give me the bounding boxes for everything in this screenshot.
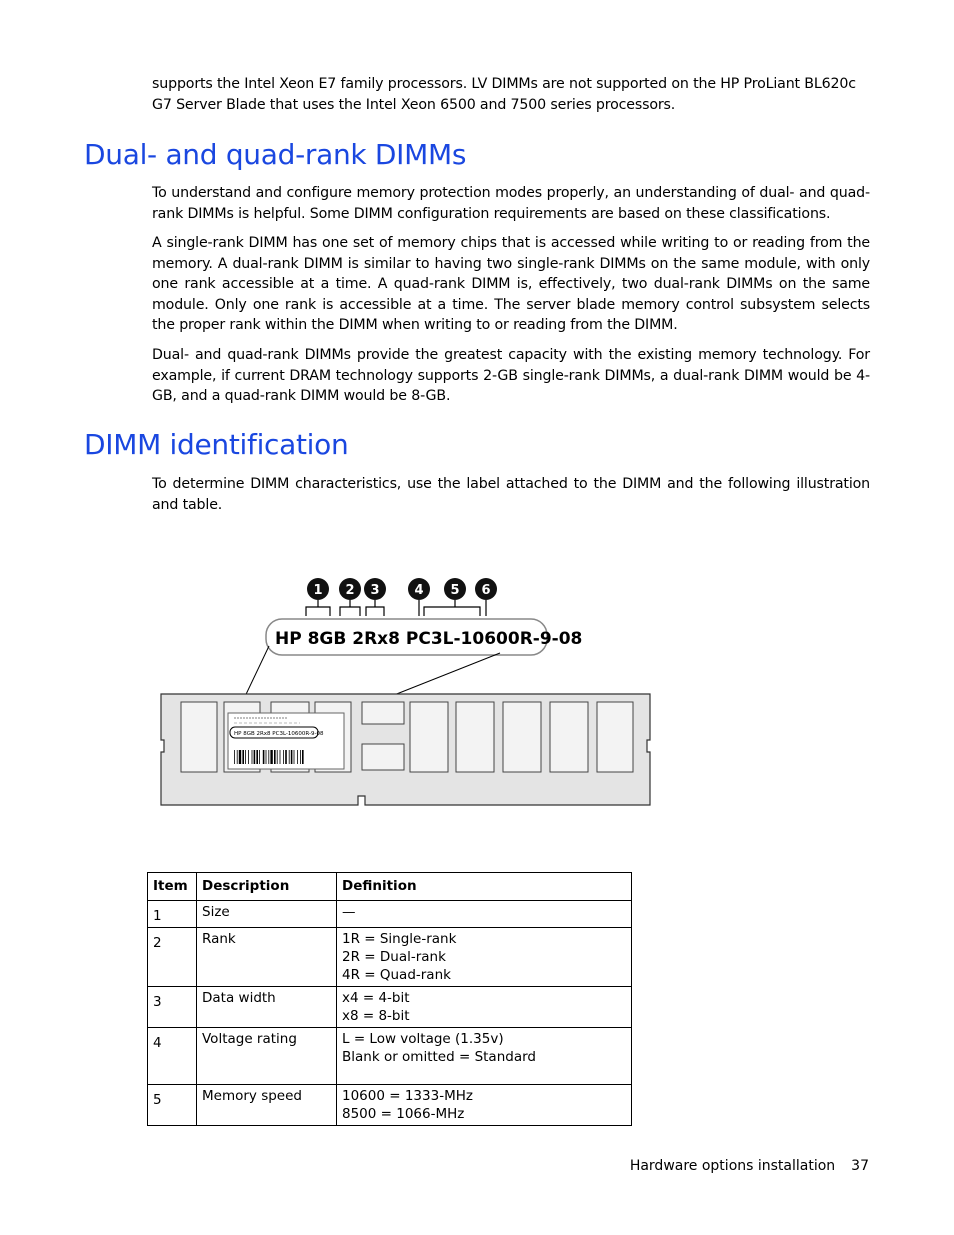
cell-description: Size [197,901,337,928]
definition-line: 4R = Quad-rank [342,967,451,983]
page-footer [630,1158,869,1174]
column-header-definition: Definition [337,873,632,901]
definition-line: x8 = 8-bit [342,1008,410,1024]
callout-markers [307,578,497,600]
svg-text:4: 4 [414,583,424,598]
table-header-row [148,873,632,901]
table-row [148,928,632,987]
cell-definition [337,1028,632,1085]
footer-section-title: Hardware options installation [629,1158,836,1174]
definition-line: x4 = 4-bit [342,990,410,1006]
definition-line: — [342,904,356,920]
callout-6 [475,578,497,600]
svg-text:2: 2 [345,583,355,598]
cell-description: Rank [197,928,337,987]
cell-item: 4 [148,1028,197,1085]
paragraph-capacity: Dual- and quad-rank DIMMs provide the greatest capacity with the existing memory technology. For example, if current DRAM technology supports 2-GB single-rank DIMMs, a dual-rank DIMM would be 4-GB, and a quad-rank DIMM would be 8-GB. [152,347,870,404]
cell-description: Memory speed [197,1085,337,1126]
cell-description: Data width [197,987,337,1028]
dimm-identification-table [147,872,632,1126]
cell-definition [337,928,632,987]
callout-5 [444,578,466,600]
svg-text:3: 3 [370,583,380,598]
callout-2 [339,578,361,600]
cell-definition [337,1085,632,1126]
section-heading-dimm-identification: DIMM identification [84,428,349,461]
page-number: 37 [851,1158,869,1174]
cell-definition [337,901,632,928]
table-row [148,987,632,1028]
definition-line: 8500 = 1066-MHz [342,1106,465,1122]
svg-text:6: 6 [481,583,491,598]
callout-brackets [306,600,486,616]
callout-4 [408,578,430,600]
intro-paragraph: supports the Intel Xeon E7 family processors. LV DIMMs are not supported on the HP ProLiant BL620c G7 Server Blade that uses the Intel Xeon 6500 and 7500 series processors. [152,76,856,113]
definition-line: 2R = Dual-rank [342,949,446,965]
small-label-text: HP 8GB 2Rx8 PC3L-10600R-9-08 [234,731,324,737]
cell-item: 5 [148,1085,197,1126]
cell-item: 3 [148,987,197,1028]
table-row [148,1085,632,1126]
svg-text:1: 1 [313,583,323,598]
column-header-description: Description [197,873,337,901]
dimm-module [161,694,650,805]
paragraph-understanding: To understand and configure memory protection modes properly, an understanding of dual- and quad-rank DIMMs is helpful. Some DIMM configuration requirements are based on these classifications. [152,185,870,222]
dimm-illustration [150,560,660,810]
svg-text:5: 5 [450,583,460,598]
cell-definition [337,987,632,1028]
definition-line: Blank or omitted = Standard [342,1049,536,1065]
column-header-item: Item [148,873,197,901]
callout-3 [364,578,386,600]
callout-1 [307,578,329,600]
definition-line: 1R = Single-rank [342,931,457,947]
paragraph-single-rank: A single-rank DIMM has one set of memory chips that is accessed while writing to or reading from the memory. A dual-rank DIMM is similar to having two single-rank DIMMs on the same module, with only one rank accessible at a time. A quad-rank DIMM is, effectively, two dual-rank DIMMs on the same module. Only one rank is accessible at a time. The server blade memory control subsystem selects the proper rank within the DIMM when writing to or reading from the DIMM. [152,235,870,333]
table-row [148,1028,632,1085]
definition-line: L = Low voltage (1.35v) [342,1031,504,1047]
definition-line: 10600 = 1333-MHz [342,1088,473,1104]
cell-item: 2 [148,928,197,987]
cell-item: 1 [148,901,197,928]
table-row [148,901,632,928]
section-heading-dual-quad-rank: Dual- and quad-rank DIMMs [84,138,467,171]
paragraph-dimm-characteristics: To determine DIMM characteristics, use the label attached to the DIMM and the following illustration and table. [152,476,870,513]
dimm-label-text: HP 8GB 2Rx8 PC3L-10600R-9-08 [275,629,583,649]
cell-description: Voltage rating [197,1028,337,1085]
